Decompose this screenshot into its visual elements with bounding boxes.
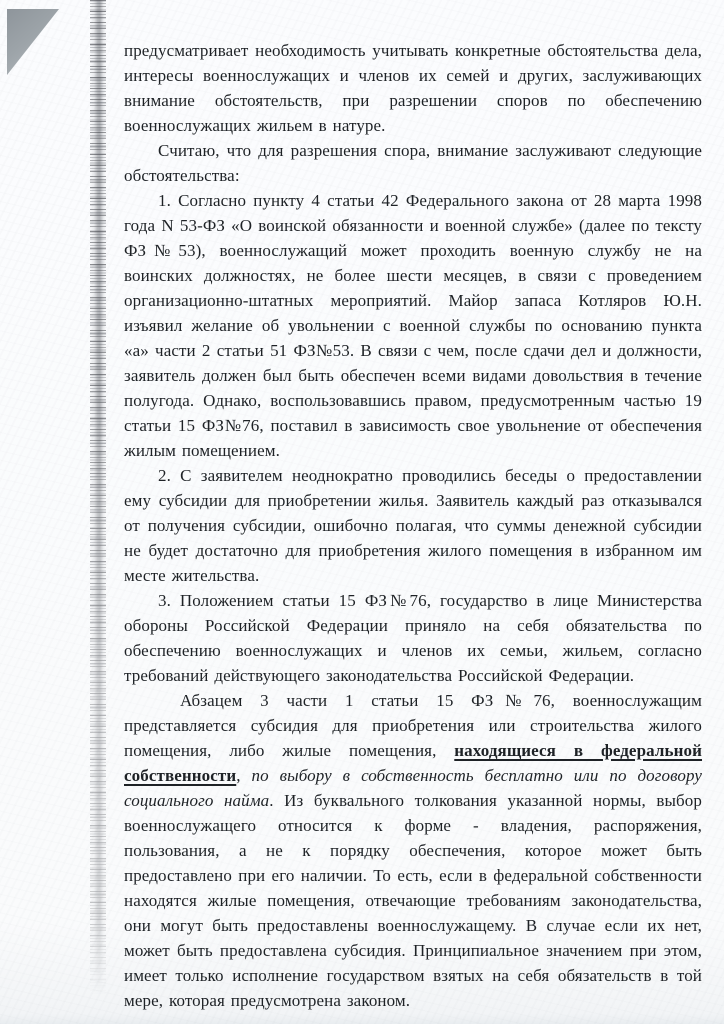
corner-fold-artifact	[7, 9, 59, 75]
paragraph-point-3: 3. Положением статьи 15 ФЗ№76, государство в лице Министерства обороны Российской Федерации приняло на себя обязательства по обеспечению военнослужащих и членов их семьи, жильем, согласно требований действующего законодательства Российской Федерации.	[124, 591, 702, 685]
binding-shadow-artifact	[90, 0, 106, 995]
paragraph-opinion-intro: Считаю, что для разрешения спора, внимание заслуживают следующие обстоятельства:	[124, 141, 702, 185]
paragraph-continuation: предусматривает необходимость учитывать конкретные обстоятельства дела, интересы военнослужащих и членов их семей и других, заслуживающих внимание обстоятельств, при разрешении споров по обеспечению военнослужащих жильем в натуре.	[124, 41, 702, 135]
analysis-separator: ,	[236, 766, 252, 785]
paragraph-legal-analysis	[124, 688, 702, 1013]
paragraph-point-2: 2. С заявителем неоднократно проводились беседы о предоставлении ему субсидии для приобретении жилья. Заявитель каждый раз отказывался от получения субсидии, ошибочно полагая, что суммы денежной субсидии не будет достаточно для приобретения жилого помещения в избранном им месте жительства.	[124, 466, 702, 585]
analysis-text-lead: Абзацем 3 части 1 статьи 15 ФЗ№76, военнослужащим представляется субсидия для приобретения или строительства жилого помещения, либо жилые помещения,	[124, 691, 702, 760]
analysis-emphasis-italic: по выбору в собственность бесплатно или по договору социального найма	[124, 766, 702, 810]
analysis-emphasis-bold-underline: находящиеся в федеральной собственности	[124, 741, 703, 785]
paragraph-point-1: 1. Согласно пункту 4 статьи 42 Федерального закона от 28 марта 1998 года N 53-ФЗ «О воинской обязанности и военной службе» (далее по тексту ФЗ№53), военнослужащий может проходить военную службу не на воинских должностях, не более шести месяцев, в связи с проведением организационно-штатных мероприятий. Майор запаса Котляров Ю.Н. изъявил желание об увольнении с военной службы по основанию пункта «а» части 2 статьи 51 ФЗ№53. В связи с чем, после сдачи дел и должности, заявитель должен был быть обеспечен всеми видами довольствия в течение полугода. Однако, воспользовавшись правом, предусмотренным частью 19 статьи 15 ФЗ№76, поставил в зависимость свое увольнение от обеспечения жилым помещением.	[124, 191, 702, 460]
document-body	[124, 38, 702, 1013]
analysis-text-tail: . Из буквального толкования указанной нормы, выбор военнослужащего относится к форме - владения, распоряжения, пользования, а не к порядку обеспечения, которое может быть предоставлено при его наличии. То есть, если в федеральной собственности находятся жилые помещения, отвечающие требованиям законодательства, они могут быть предоставлены военнослужащему. В случае если их нет, может быть предоставлена субсидия. Принципиальное значением при этом, имеет только исполнение государством взятых на себя обязательств в той мере, которая предусмотрена законом.	[124, 791, 702, 1010]
